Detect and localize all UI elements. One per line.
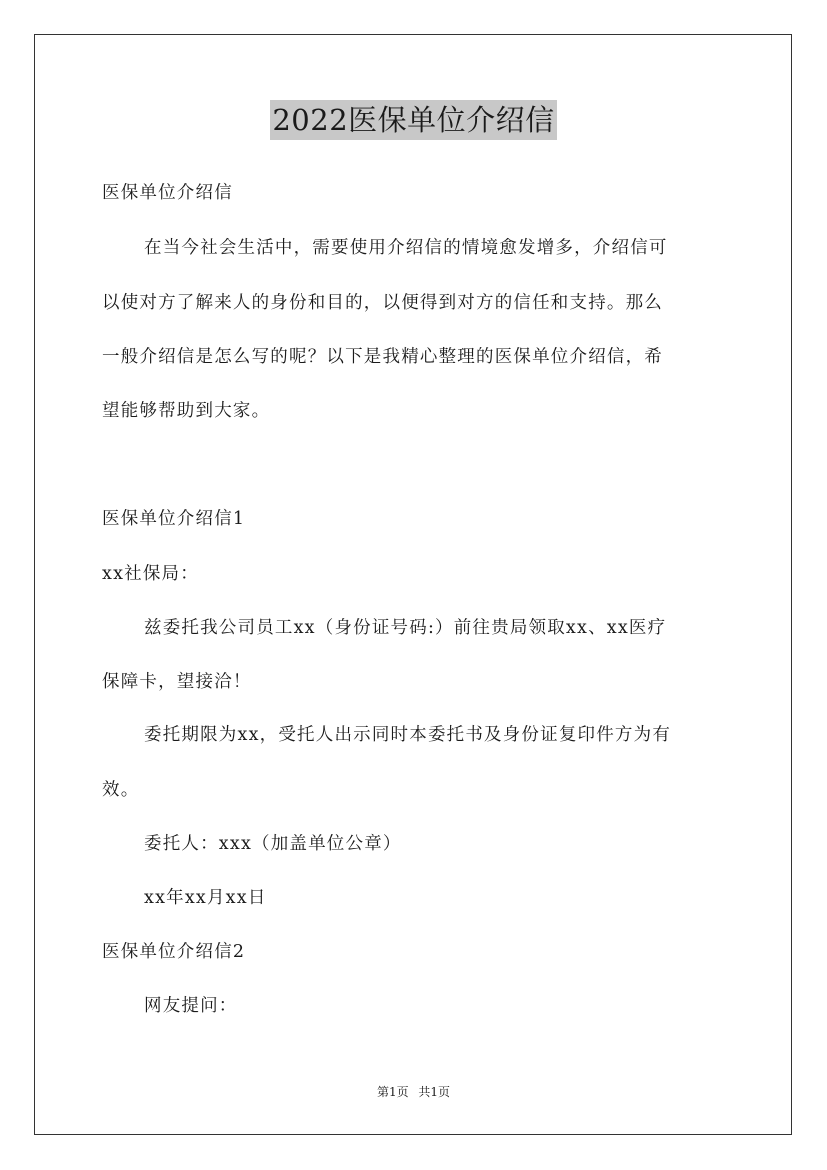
- letter1-body-line-1: 兹委托我公司员工xx（身份证号码:）前往贵局领取xx、xx医疗: [144, 618, 667, 638]
- page-total: 共1页: [418, 1085, 451, 1099]
- page-footer: [0, 1084, 827, 1100]
- letter1-signer: 委托人：xxx（加盖单位公章）: [144, 834, 402, 854]
- letter1-body-line-4: 效。: [102, 780, 140, 800]
- intro-line-2: 以使对方了解来人的身份和目的，以便得到对方的信任和支持。那么: [102, 293, 663, 313]
- document-subtitle: 医保单位介绍信: [102, 183, 233, 203]
- letter1-body-line-2: 保障卡，望接洽！: [102, 672, 252, 692]
- letter1-heading: 医保单位介绍信1: [102, 509, 246, 529]
- intro-line-4: 望能够帮助到大家。: [102, 401, 271, 421]
- intro-line-3: 一般介绍信是怎么写的呢？以下是我精心整理的医保单位介绍信，希: [102, 347, 663, 367]
- letter1-date: xx年xx月xx日: [144, 888, 267, 908]
- intro-line-1: 在当今社会生活中，需要使用介绍信的情境愈发增多，介绍信可: [144, 238, 668, 258]
- letter2-heading: 医保单位介绍信2: [102, 942, 246, 962]
- letter2-first-line: 网友提问：: [144, 996, 238, 1016]
- page-number: 第1页: [376, 1085, 409, 1099]
- letter1-body-line-3: 委托期限为xx，受托人出示同时本委托书及身份证复印件方为有: [144, 725, 672, 745]
- letter1-salutation: xx社保局：: [102, 564, 199, 584]
- title-container: [0, 100, 827, 140]
- document-title: 2022医保单位介绍信: [270, 100, 556, 140]
